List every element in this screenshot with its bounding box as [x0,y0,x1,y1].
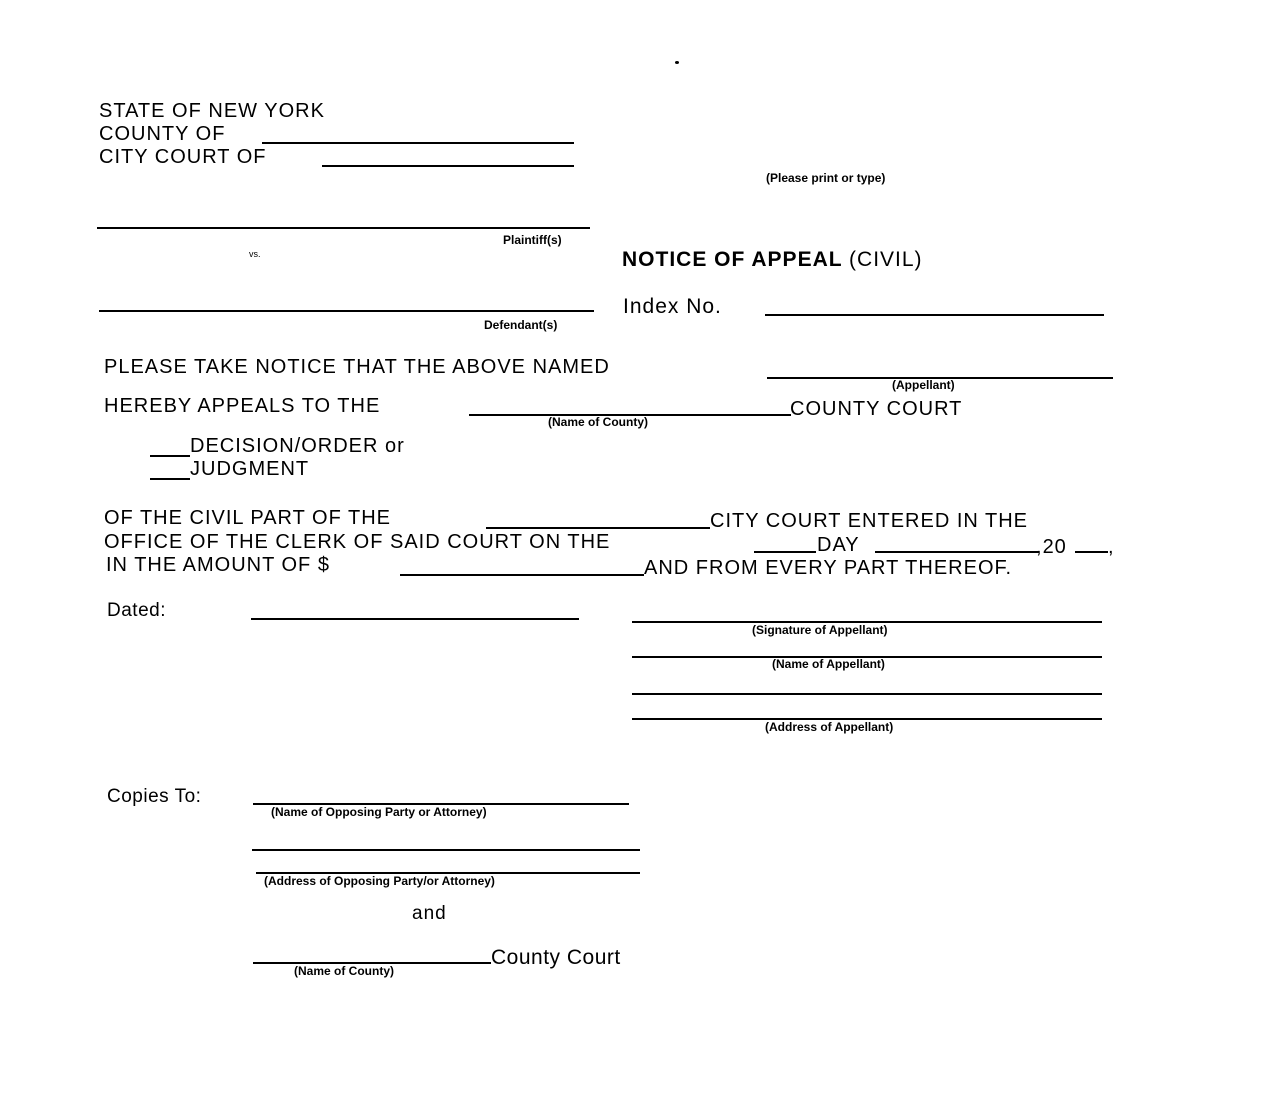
index-no-label: Index No. [623,295,722,318]
dated-label: Dated: [107,600,166,621]
opposing-address-label: (Address of Opposing Party/or Attorney) [264,874,495,888]
city-court-field[interactable] [322,165,574,167]
dated-field[interactable] [251,618,579,620]
plaintiff-field[interactable] [97,227,590,229]
civil-part-line: OF THE CIVIL PART OF THE [104,507,392,529]
notice-line: PLEASE TAKE NOTICE THAT THE ABOVE NAMED [104,356,610,378]
year-field[interactable] [1075,551,1108,553]
and-label: and [412,903,447,924]
appellant-label: (Appellant) [892,378,955,392]
county-court-label: COUNTY COURT [790,398,963,420]
appellant-address-label: (Address of Appellant) [765,720,894,734]
form-title-sub: (CIVIL) [849,248,923,271]
opposing-name-label: (Name of Opposing Party or Attorney) [271,805,487,819]
decision-order-option: DECISION/ORDER or [190,435,405,457]
decision-order-checkbox[interactable] [150,455,190,457]
month-field[interactable] [875,551,1038,553]
form-title-main: NOTICE OF APPEAL [622,248,843,271]
opposing-address-field-1[interactable] [252,849,640,851]
plaintiff-label: Plaintiff(s) [503,233,562,247]
office-clerk-line: OFFICE OF THE CLERK OF SAID COURT ON THE [104,531,611,553]
copies-to-label: Copies To: [107,786,202,807]
scan-speck [675,61,679,64]
print-note: (Please print or type) [766,171,886,185]
judgment-checkbox[interactable] [150,478,190,480]
every-part-line: AND FROM EVERY PART THEREOF. [644,557,1013,579]
year-prefix: 20 [1042,536,1067,558]
copy-name-of-county-label: (Name of County) [294,964,394,978]
appellant-address-field-1[interactable] [632,693,1102,695]
day-field[interactable] [754,551,816,553]
defendant-field[interactable] [99,310,594,312]
amount-line: IN THE AMOUNT OF $ [106,554,330,576]
appellant-name-label: (Name of Appellant) [772,657,885,671]
day-label: DAY [817,534,860,556]
copy-county-court-label: County Court [491,946,621,969]
state-heading: STATE OF NEW YORK [99,100,325,122]
versus-label: vs. [249,249,261,259]
year-label: ,20 [1036,536,1067,558]
county-heading: COUNTY OF [99,123,226,145]
city-court-entered: CITY COURT ENTERED IN THE [710,510,1029,532]
index-no-field[interactable] [765,314,1104,316]
defendant-label: Defendant(s) [484,318,558,332]
signature-label: (Signature of Appellant) [752,623,888,637]
appeals-line: HEREBY APPEALS TO THE [104,395,381,417]
city-court-heading: CITY COURT OF [99,146,267,168]
form-title [622,249,923,270]
name-of-county-label: (Name of County) [548,415,648,429]
civil-city-court-field[interactable] [486,527,710,529]
amount-field[interactable] [400,574,644,576]
judgment-option: JUDGMENT [190,458,310,480]
year-comma: , [1108,536,1115,558]
county-field[interactable] [262,142,574,144]
